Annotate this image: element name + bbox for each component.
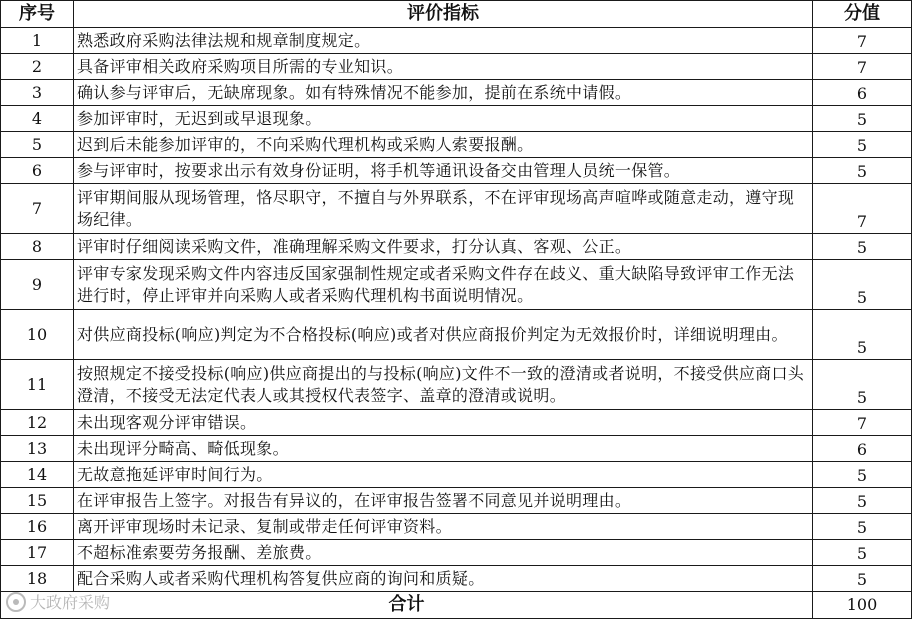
row-indicator: 参加评审时，无迟到或早退现象。	[74, 106, 813, 132]
row-indicator: 评审期间服从现场管理，恪尽职守，不擅自与外界联系，不在评审现场高声喧哗或随意走动，遵守现场纪律。	[74, 184, 813, 234]
row-indicator: 未出现客观分评审错误。	[74, 410, 813, 436]
row-score: 5	[813, 566, 912, 592]
row-index: 18	[1, 566, 74, 592]
row-score: 5	[813, 132, 912, 158]
table-body	[1, 28, 912, 592]
row-index: 14	[1, 462, 74, 488]
row-index: 3	[1, 80, 74, 106]
table-row	[1, 540, 912, 566]
table-row	[1, 462, 912, 488]
row-indicator: 在评审报告上签字。对报告有异议的，在评审报告签署不同意见并说明理由。	[74, 488, 813, 514]
table-row	[1, 106, 912, 132]
row-index: 4	[1, 106, 74, 132]
row-indicator: 不超标准索要劳务报酬、差旅费。	[74, 540, 813, 566]
table-row	[1, 514, 912, 540]
table-row	[1, 54, 912, 80]
row-index: 11	[1, 360, 74, 410]
row-index: 1	[1, 28, 74, 54]
total-row	[1, 592, 912, 619]
row-index: 6	[1, 158, 74, 184]
row-index: 17	[1, 540, 74, 566]
table-row	[1, 436, 912, 462]
row-index: 15	[1, 488, 74, 514]
row-score: 6	[813, 80, 912, 106]
table-row	[1, 132, 912, 158]
row-score: 7	[813, 28, 912, 54]
header-index: 序号	[1, 1, 74, 28]
row-score: 5	[813, 488, 912, 514]
row-index: 16	[1, 514, 74, 540]
row-index: 12	[1, 410, 74, 436]
row-score: 5	[813, 158, 912, 184]
row-score: 5	[813, 360, 912, 410]
table-row	[1, 28, 912, 54]
row-indicator: 无故意拖延评审时间行为。	[74, 462, 813, 488]
row-indicator: 对供应商投标(响应)判定为不合格投标(响应)或者对供应商报价判定为无效报价时，详细说明理由。	[74, 310, 813, 360]
header-indicator: 评价指标	[74, 1, 813, 28]
row-indicator: 配合采购人或者采购代理机构答复供应商的询问和质疑。	[74, 566, 813, 592]
row-index: 10	[1, 310, 74, 360]
row-index: 8	[1, 234, 74, 260]
row-score: 5	[813, 234, 912, 260]
row-index: 9	[1, 260, 74, 310]
row-index: 13	[1, 436, 74, 462]
row-score: 7	[813, 54, 912, 80]
row-indicator: 参与评审时，按要求出示有效身份证明，将手机等通讯设备交由管理人员统一保管。	[74, 158, 813, 184]
table-row	[1, 488, 912, 514]
row-score: 7	[813, 410, 912, 436]
table-row	[1, 260, 912, 310]
row-score: 5	[813, 260, 912, 310]
total-label: 合计	[1, 592, 813, 619]
row-indicator: 熟悉政府采购法律法规和规章制度规定。	[74, 28, 813, 54]
row-indicator: 评审专家发现采购文件内容违反国家强制性规定或者采购文件存在歧义、重大缺陷导致评审工作无法进行时，停止评审并向采购人或者采购代理机构书面说明情况。	[74, 260, 813, 310]
total-value: 100	[813, 592, 912, 619]
table-row	[1, 310, 912, 360]
row-score: 7	[813, 184, 912, 234]
watermark-text: 大政府采购	[30, 593, 111, 612]
header-score: 分值	[813, 1, 912, 28]
row-index: 7	[1, 184, 74, 234]
row-index: 2	[1, 54, 74, 80]
table-row	[1, 566, 912, 592]
row-score: 5	[813, 514, 912, 540]
row-indicator: 未出现评分畸高、畸低现象。	[74, 436, 813, 462]
row-indicator: 评审时仔细阅读采购文件，准确理解采购文件要求，打分认真、客观、公正。	[74, 234, 813, 260]
row-score: 6	[813, 436, 912, 462]
row-indicator: 迟到后未能参加评审的，不向采购代理机构或采购人索要报酬。	[74, 132, 813, 158]
row-indicator: 确认参与评审后，无缺席现象。如有特殊情况不能参加，提前在系统中请假。	[74, 80, 813, 106]
row-score: 5	[813, 540, 912, 566]
row-index: 5	[1, 132, 74, 158]
row-score: 5	[813, 310, 912, 360]
table-row	[1, 184, 912, 234]
row-indicator: 具备评审相关政府采购项目所需的专业知识。	[74, 54, 813, 80]
table-row	[1, 234, 912, 260]
table-row	[1, 410, 912, 436]
row-indicator: 按照规定不接受投标(响应)供应商提出的与投标(响应)文件不一致的澄清或者说明，不接受供应商口头澄清，不接受无法定代表人或其授权代表签字、盖章的澄清或说明。	[74, 360, 813, 410]
row-score: 5	[813, 106, 912, 132]
table-row	[1, 360, 912, 410]
table-row	[1, 158, 912, 184]
row-indicator: 离开评审现场时未记录、复制或带走任何评审资料。	[74, 514, 813, 540]
row-score: 5	[813, 462, 912, 488]
table-row	[1, 80, 912, 106]
table-header-row	[1, 1, 912, 28]
